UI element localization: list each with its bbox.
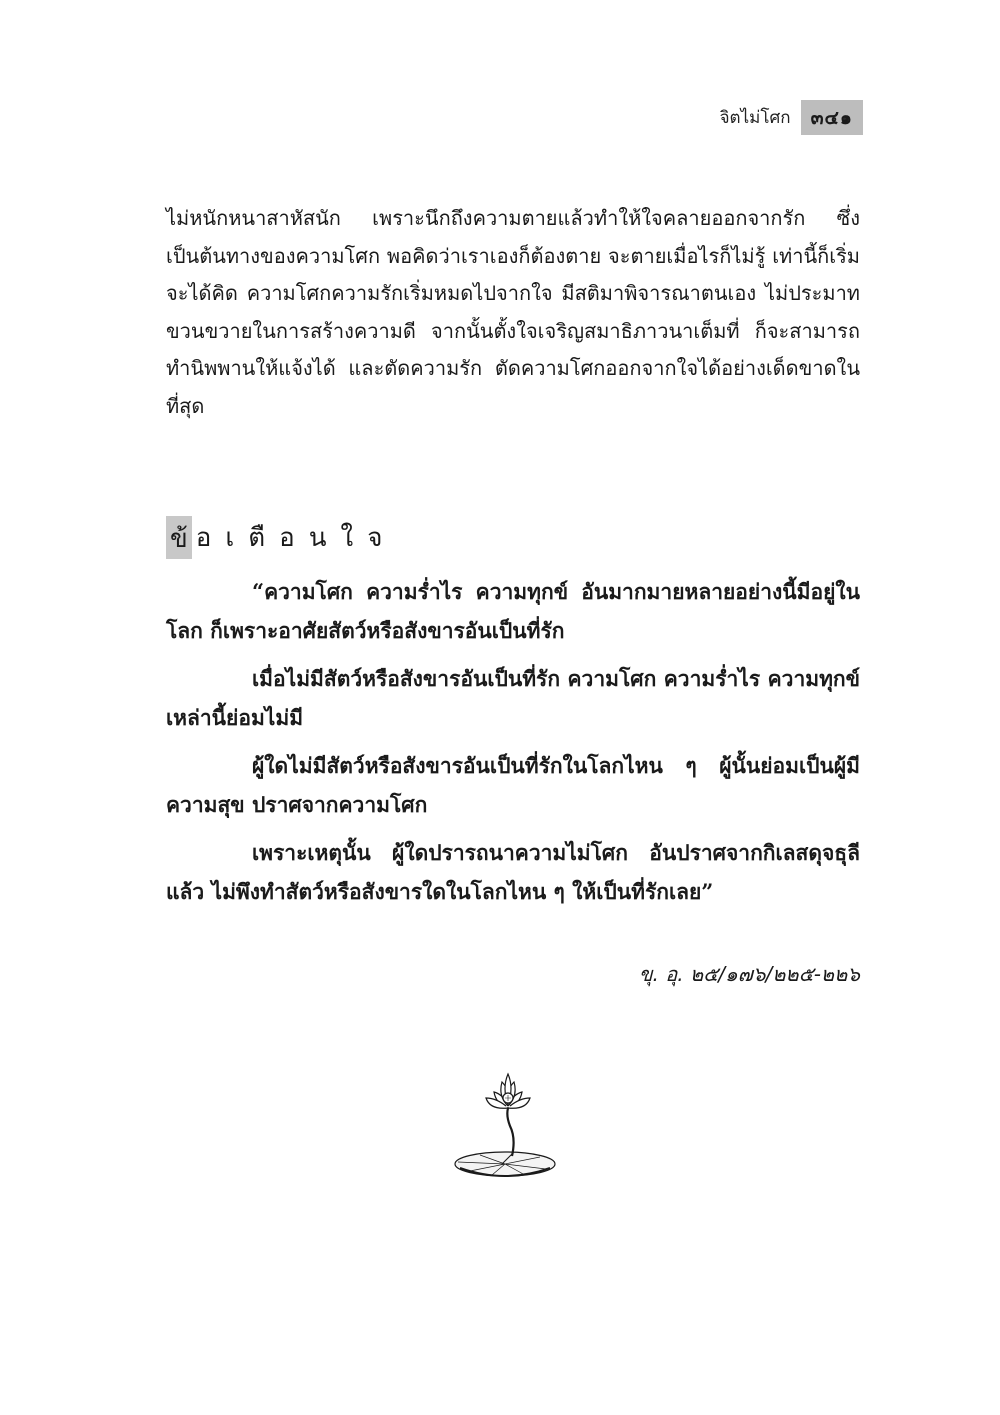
lotus-on-lily-pad-icon: [450, 1068, 560, 1192]
quote-paragraph-3: ผู้ใดไม่มีสัตว์หรือสังขารอันเป็นที่รักในโลกไหน ๆ ผู้นั้นย่อมเป็นผู้มีความสุข ปราศจากความโศก: [166, 753, 860, 817]
quote-paragraph-2: เมื่อไม่มีสัตว์หรือสังขารอันเป็นที่รัก ความโศก ความร่ำไร ความทุกข์ เหล่านี้ย่อมไม่มี: [166, 666, 860, 730]
body-paragraph: ไม่หนักหนาสาหัสนัก เพราะนึกถึงความตายแล้วทำให้ใจคลายออกจากรัก ซึ่งเป็นต้นทางของความโศก พอคิดว่าเราเองก็ต้องตาย จะตายเมื่อไรก็ไม่รู้ เท่านี้ก็เริ่มจะได้คิด ความโศกความรักเริ่มหมดไปจากใจ มีสติมาพิจารณาตนเอง ไม่ประมาท ขวนขวายในการสร้างความดี จากนั้นตั้งใจเจริญสมาธิภาวนาเต็มที่ ก็จะสามารถทำนิพพานให้แจ้งได้ และตัดความรัก ตัดความโศกออกจากใจได้อย่างเด็ดขาดในที่สุด: [166, 206, 860, 418]
quote-paragraph-1: “ความโศก ความร่ำไร ความทุกข์ อันมากมายหลายอย่างนี้มีอยู่ในโลก ก็เพราะอาศัยสัตว์หรือสังขารอันเป็นที่รัก: [166, 579, 860, 643]
book-title: จิตไม่โศก: [719, 108, 791, 128]
running-header: [720, 100, 863, 135]
section-heading-text: อเตือนใจ: [195, 523, 397, 553]
scripture-citation: ขุ. อุ. ๒๕/๑๗๖/๒๒๕-๒๒๖: [638, 962, 860, 986]
quote-paragraph-4: เพราะเหตุนั้น ผู้ใดปรารถนาความไม่โศก อันปราศจากกิเลสดุจธุลีแล้ว ไม่พึงทำสัตว์หรือสังขารใดในโลกไหน ๆ ให้เป็นที่รักเลย”: [166, 840, 860, 904]
page-number: ๓๔๑: [801, 100, 863, 135]
section-heading-first-letter: ข้: [166, 516, 192, 559]
section-heading: [166, 516, 397, 559]
scripture-quote: [166, 572, 860, 920]
